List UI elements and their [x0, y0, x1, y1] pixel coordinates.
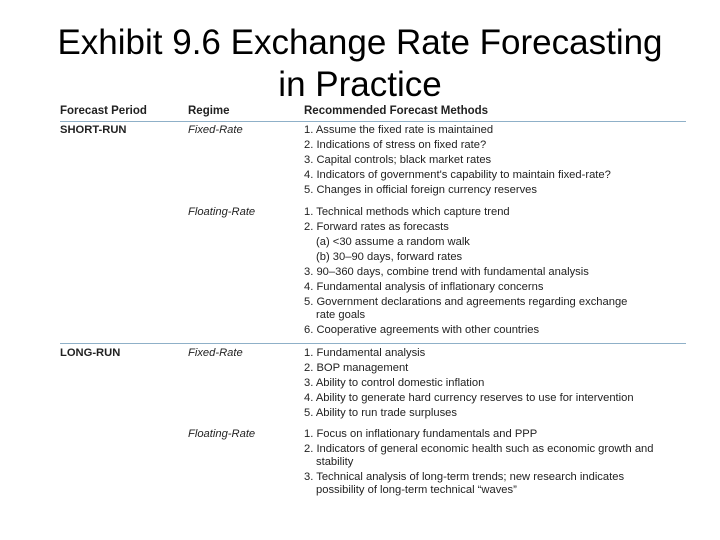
method-line: 6. Cooperative agreements with other countries — [304, 324, 540, 336]
method-line: 1. Focus on inflationary fundamentals and PPP — [304, 428, 538, 440]
short-run-label: SHORT-RUN — [60, 124, 127, 136]
header-forecast-period: Forecast Period — [60, 105, 147, 117]
method-line: 1. Technical methods which capture trend — [304, 206, 510, 218]
long-run-fixed-regime: Fixed-Rate — [188, 347, 243, 359]
method-line: 3. Technical analysis of long-term trends; new research indicates — [304, 471, 625, 483]
method-line: rate goals — [316, 309, 366, 321]
method-line: (a) <30 assume a random walk — [316, 236, 470, 248]
method-line: 3. Capital controls; black market rates — [304, 154, 492, 166]
method-line: 2. Indicators of general economic health such as economic growth and — [304, 443, 654, 455]
method-line: 5. Ability to run trade surpluses — [304, 407, 457, 419]
long-run-label: LONG-RUN — [60, 347, 121, 359]
title-line-1: Exhibit 9.6 Exchange Rate Forecasting — [57, 23, 663, 62]
method-line: possibility of long-term technical “waves” — [316, 484, 517, 496]
header-methods: Recommended Forecast Methods — [304, 105, 489, 117]
header-divider — [60, 121, 686, 122]
method-line: 2. Indications of stress on fixed rate? — [304, 139, 487, 151]
section-divider — [60, 343, 686, 344]
forecast-methods-table — [60, 102, 686, 496]
method-line: 3. 90–360 days, combine trend with fundamental analysis — [304, 266, 589, 278]
header-regime: Regime — [188, 105, 230, 117]
method-line: 5. Government declarations and agreements regarding exchange — [304, 296, 628, 308]
title-line-2: in Practice — [278, 65, 442, 104]
method-line: 4. Fundamental analysis of inflationary concerns — [304, 281, 544, 293]
method-line: 3. Ability to control domestic inflation — [304, 377, 485, 389]
method-line: 1. Assume the fixed rate is maintained — [304, 124, 494, 136]
long-run-floating-regime: Floating-Rate — [188, 428, 256, 440]
method-line: (b) 30–90 days, forward rates — [316, 251, 463, 263]
table-header — [60, 102, 686, 119]
method-line: 2. Forward rates as forecasts — [304, 221, 449, 233]
method-line: 4. Ability to generate hard currency reserves to use for intervention — [304, 392, 634, 404]
short-run-floating-regime: Floating-Rate — [188, 206, 256, 218]
method-line: 4. Indicators of government's capability to maintain fixed-rate? — [304, 169, 611, 181]
method-line: 5. Changes in official foreign currency reserves — [304, 184, 537, 196]
method-line: 1. Fundamental analysis — [304, 347, 426, 359]
method-line: 2. BOP management — [304, 362, 409, 374]
page-title — [0, 22, 720, 106]
method-line: stability — [316, 456, 354, 468]
short-run-fixed-regime: Fixed-Rate — [188, 124, 243, 136]
